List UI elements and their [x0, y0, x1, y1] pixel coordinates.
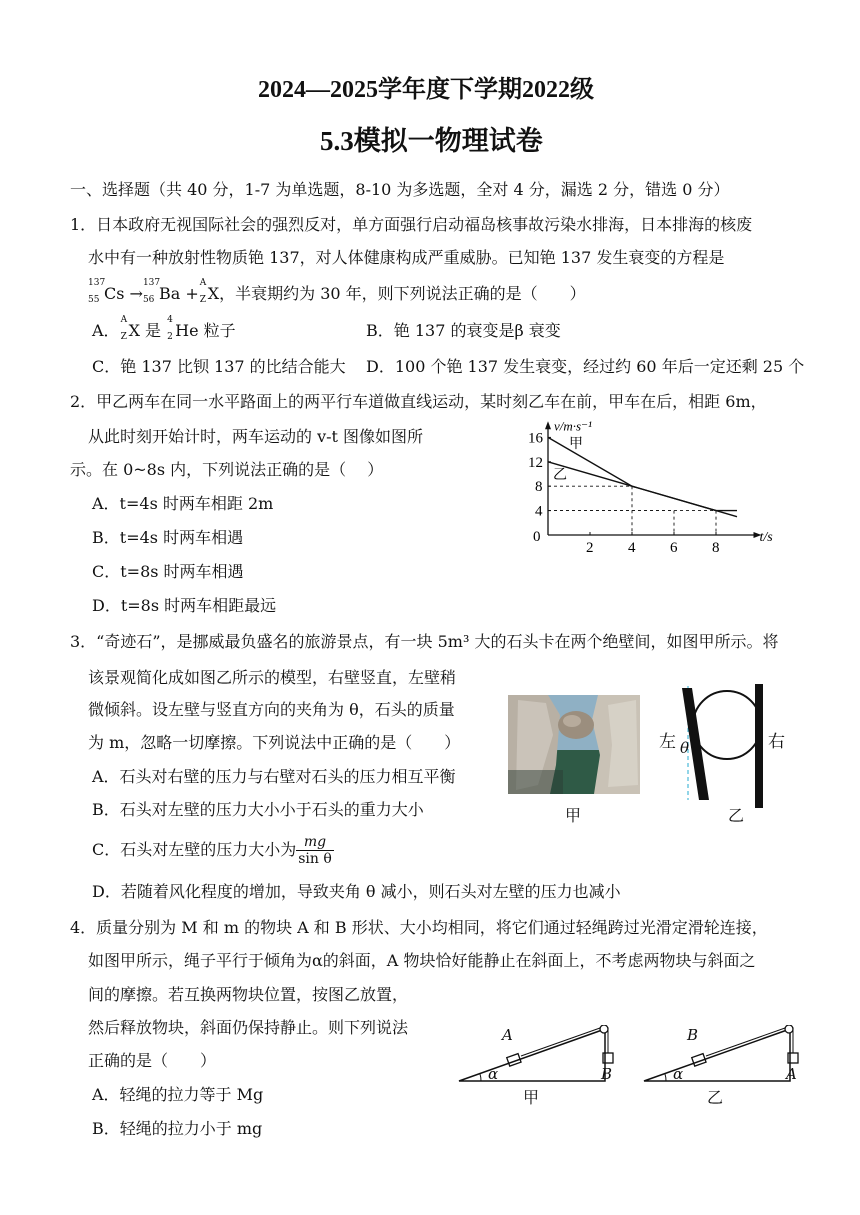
- q2-option-b: B．t=4s 时两车相遇: [92, 528, 244, 547]
- y-tick-label: 4: [535, 503, 543, 520]
- incline-diagram-jia: [455, 1025, 625, 1115]
- q3-label-right: 右: [768, 732, 785, 752]
- incline-jia-block-hang: B: [601, 1065, 613, 1083]
- q4-line3: 间的摩擦。若互换两物块位置，按图乙放置，: [88, 985, 409, 1004]
- q1-option-c: C．铯 137 比钡 137 的比结合能大: [92, 357, 346, 376]
- q4-option-a: A．轻绳的拉力等于 Mg: [92, 1085, 264, 1104]
- q3-fig-jia-label: 甲: [565, 806, 582, 825]
- incline-yi-block-hang: A: [786, 1065, 797, 1083]
- x-tick-label: 2: [586, 540, 594, 555]
- q1-option-d: D．100 个铯 137 发生衰变，经过约 60 年后一定还剩 25 个: [366, 357, 805, 376]
- vt-chart: [520, 415, 780, 555]
- origin-label: 0: [533, 529, 541, 545]
- q4-line4: 然后释放物块，斜面仍保持静止。则下列说法: [88, 1018, 409, 1037]
- x-tick-label: 6: [670, 540, 678, 555]
- q4-line2: 如图甲所示，绳子平行于倾角为α的斜面，A 物块恰好能静止在斜面上，不考虑两物块与斜面之: [88, 951, 756, 970]
- q3-line4: 为 m，忽略一切摩擦。下列说法中正确的是（ ）: [88, 733, 461, 752]
- q3-option-b: B．石头对左壁的压力大小小于石头的重力大小: [92, 800, 424, 819]
- q3-option-d: D．若随着风化程度的增加，导致夹角 θ 减小，则石头对左壁的压力也减小: [92, 882, 621, 901]
- page-title-line1: 2024—2025学年度下学期2022级: [258, 77, 594, 103]
- q2-option-a: A．t=4s 时两车相距 2m: [92, 494, 274, 513]
- q4-line1: 4．质量分别为 M 和 m 的物块 A 和 B 形状、大小均相同，将它们通过轻绳跨过光滑定滑轮连接，: [70, 918, 768, 937]
- q1-option-b: B．铯 137 的衰变是β 衰变: [366, 321, 561, 340]
- q1-line2: 水中有一种放射性物质铯 137，对人体健康构成严重威胁。已知铯 137 发生衰变的方程是: [88, 248, 725, 267]
- miracle-stone-photo: [508, 695, 640, 794]
- x-tick-label: 8: [712, 540, 720, 555]
- series-label-yi: 乙: [553, 467, 567, 483]
- q2-option-c: C．t=8s 时两车相遇: [92, 562, 244, 581]
- x-tick-label: 4: [628, 540, 636, 555]
- stone-circle: [693, 691, 761, 759]
- y-axis-arrow: [545, 421, 551, 429]
- y-tick-label: 16: [528, 430, 543, 447]
- y-axis-label: v/m·s⁻¹: [554, 418, 592, 434]
- q3-label-left: 左: [659, 732, 676, 752]
- q2-line2: 从此时刻开始计时，两车运动的 v-t 图像如图所: [88, 427, 424, 446]
- q3-line2: 该景观简化成如图乙所示的模型，右壁竖直，左壁稍: [88, 668, 457, 687]
- y-tick-label: 12: [528, 454, 543, 471]
- series-line-yi: [548, 462, 737, 517]
- incline-yi-angle: α: [673, 1065, 684, 1083]
- incline-diagram-yi: [640, 1025, 810, 1115]
- q3-fig-yi-label: 乙: [728, 806, 745, 825]
- q4-line5: 正确的是（ ）: [88, 1051, 217, 1070]
- y-tick-label: 8: [535, 479, 543, 496]
- q3-line1: 3．“奇迹石”，是挪威最负盛名的旅游景点，有一块 5m³ 大的石头卡在两个绝壁间，如图甲所示。将: [70, 632, 779, 651]
- q4-option-b: B．轻绳的拉力小于 mg: [92, 1119, 263, 1138]
- q3-label-theta: θ: [680, 739, 690, 757]
- q2-line3: 示。在 0~8s 内，下列说法正确的是（ ）: [70, 460, 384, 479]
- series-label-jia: 甲: [569, 436, 583, 452]
- incline-jia-caption: 甲: [523, 1088, 540, 1107]
- section-heading: 一、选择题（共 40 分，1-7 为单选题，8-10 为多选题，全对 4 分，漏选 2 分，错选 0 分）: [70, 180, 730, 199]
- incline-yi-block-slope: B: [687, 1026, 699, 1044]
- q2-line1: 2．甲乙两车在同一水平路面上的两平行车道做直线运动，某时刻乙车在前，甲车在后，相距 6m，: [70, 392, 767, 411]
- x-axis-label: t/s: [759, 530, 773, 545]
- incline-jia-block-slope: A: [502, 1026, 513, 1044]
- q3-option-a: A．石头对右壁的压力与右壁对石头的压力相互平衡: [92, 767, 456, 786]
- page-title-line2: 5.3模拟一物理试卷: [320, 126, 543, 156]
- q2-option-d: D．t=8s 时两车相距最远: [92, 596, 277, 615]
- q3-option-c: C．石头对左壁的压力大小为 $\frac{mg}{\text{sin θ}}$: [92, 834, 332, 867]
- q1-equation: 137 55 Cs → 137 56 Ba + A Z X，半衰期约为 30 年，则下列说法正确的是（ ）: [88, 278, 586, 305]
- right-wall: [755, 684, 763, 808]
- incline-yi-caption: 乙: [707, 1088, 724, 1107]
- q3-line3: 微倾斜。设左壁与竖直方向的夹角为 θ，石头的质量: [88, 700, 455, 719]
- q1-option-a: A． A Z X 是 4 2 He 粒子: [92, 315, 236, 342]
- incline-jia-angle: α: [488, 1065, 499, 1083]
- q1-line1: 1．日本政府无视国际社会的强烈反对，单方面强行启动福岛核事故污染水排海，日本排海的核废: [70, 215, 753, 234]
